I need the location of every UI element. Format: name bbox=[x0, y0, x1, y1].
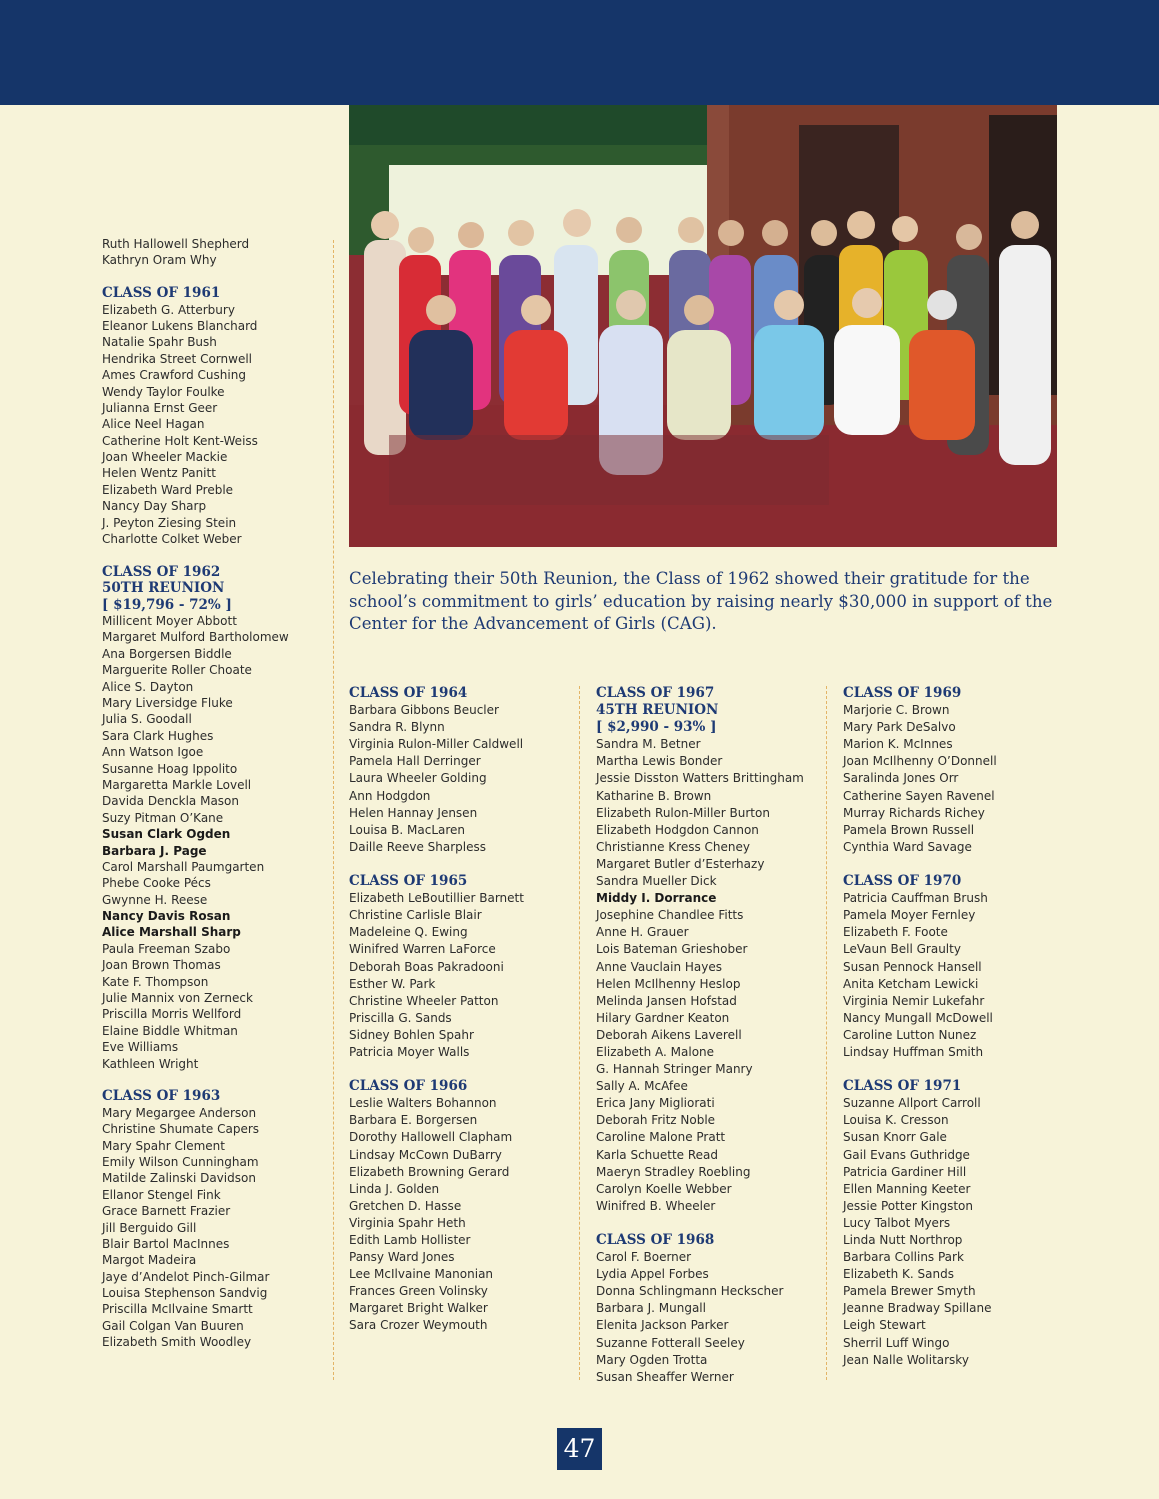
donor-name: Caroline Lutton Nunez bbox=[843, 1027, 977, 1042]
donor-name: Kate F. Thompson bbox=[102, 974, 209, 989]
donor-name: Catherine Holt Kent-Weiss bbox=[102, 433, 258, 448]
donor-name: Lois Bateman Grieshober bbox=[596, 942, 748, 957]
donor-name: Gwynne H. Reese bbox=[102, 892, 208, 907]
header-band bbox=[0, 0, 1159, 105]
donor-name: Jessie Potter Kingston bbox=[843, 1198, 973, 1213]
donor-name: Dorothy Hallowell Clapham bbox=[349, 1130, 513, 1145]
donor-name: Barbara J. Mungall bbox=[596, 1301, 706, 1316]
donor-name: Carol Marshall Paumgarten bbox=[102, 859, 265, 874]
donor-name: Julie Mannix von Zerneck bbox=[102, 991, 253, 1006]
donor-name: Patricia Cauffman Brush bbox=[843, 891, 988, 906]
column-divider bbox=[333, 240, 334, 1380]
donor-name: Alice Marshall Sharp bbox=[102, 925, 241, 940]
donor-name: LeVaun Bell Graulty bbox=[843, 942, 961, 957]
donor-name: Alice S. Dayton bbox=[102, 679, 194, 694]
donor-name: Maeryn Stradley Roebling bbox=[596, 1164, 751, 1179]
donor-name: Elizabeth Smith Woodley bbox=[102, 1335, 252, 1350]
donor-name: Josephine Chandlee Fitts bbox=[596, 908, 744, 923]
donor-name: Esther W. Park bbox=[349, 976, 436, 991]
donor-name: Virginia Rulon-Miller Caldwell bbox=[349, 737, 524, 752]
donor-name: Alice Neel Hagan bbox=[102, 417, 205, 432]
donor-name: Christine Wheeler Patton bbox=[349, 993, 499, 1008]
donor-name: Lee McIlvaine Manonian bbox=[349, 1267, 494, 1282]
donor-name: Edith Lamb Hollister bbox=[349, 1233, 471, 1247]
donor-name: Hilary Gardner Keaton bbox=[596, 1010, 730, 1025]
donor-name: Sidney Bohlen Spahr bbox=[349, 1027, 474, 1042]
section-spacer bbox=[102, 269, 327, 285]
donor-column-2 bbox=[349, 685, 574, 1335]
donor-name: Carol F. Boerner bbox=[596, 1250, 692, 1265]
donor-name: Ana Borgersen Biddle bbox=[102, 646, 232, 661]
donor-column-3 bbox=[596, 685, 821, 1386]
donor-name: Marion K. McInnes bbox=[843, 737, 953, 752]
donor-name: Margaret Bright Walker bbox=[349, 1301, 488, 1316]
donor-name: Kathleen Wright bbox=[102, 1056, 199, 1071]
donor-name: Elaine Biddle Whitman bbox=[102, 1023, 238, 1038]
donor-name: Ann Hodgdon bbox=[349, 788, 431, 803]
donor-name: Elizabeth G. Atterbury bbox=[102, 302, 235, 317]
donor-name: Sandra M. Betner bbox=[596, 737, 701, 752]
donor-name: Murray Richards Richey bbox=[843, 805, 985, 820]
donor-name: Suzanne Fotterall Seeley bbox=[596, 1335, 745, 1350]
donor-name: Mary Spahr Clement bbox=[102, 1138, 225, 1153]
donor-name: Suzanne Allport Carroll bbox=[843, 1096, 981, 1111]
donor-name: Melinda Jansen Hofstad bbox=[596, 993, 737, 1008]
donor-name: J. Peyton Ziesing Stein bbox=[102, 515, 237, 530]
donor-name: Sara Crozer Weymouth bbox=[349, 1318, 488, 1333]
donor-name: Barbara J. Page bbox=[102, 843, 207, 858]
donor-name: Pansy Ward Jones bbox=[349, 1250, 455, 1265]
donor-name: Margaretta Markle Lovell bbox=[102, 777, 252, 792]
section-spacer bbox=[843, 1061, 1068, 1078]
donor-name: Helen McIlhenny Heslop bbox=[596, 976, 741, 991]
donor-name: Ruth Hallowell Shepherd bbox=[102, 237, 250, 251]
donor-name: Jill Berguido Gill bbox=[102, 1220, 197, 1235]
donor-column-1 bbox=[102, 236, 327, 1351]
donor-name: Christianne Kress Cheney bbox=[596, 839, 751, 854]
donor-name: Margaret Mulford Bartholomew bbox=[102, 630, 289, 645]
section-spacer bbox=[102, 547, 327, 563]
donor-name: Helen Hannay Jensen bbox=[349, 805, 478, 820]
class-heading: CLASS OF 1968 bbox=[596, 1232, 715, 1248]
donor-name: Gail Evans Guthridge bbox=[843, 1147, 970, 1162]
donor-name: Deborah Aikens Laverell bbox=[596, 1027, 742, 1042]
column-divider bbox=[826, 686, 827, 1380]
donor-name: Leslie Walters Bohannon bbox=[349, 1096, 497, 1111]
page-number: 47 bbox=[557, 1428, 602, 1470]
donor-name: Saralinda Jones Orr bbox=[843, 771, 959, 786]
donor-name: Anita Ketcham Lewicki bbox=[843, 976, 979, 991]
donor-name: Virginia Spahr Heth bbox=[349, 1215, 466, 1230]
donor-name: Marjorie C. Brown bbox=[843, 703, 950, 718]
donor-name: Pamela Brown Russell bbox=[843, 822, 975, 837]
donor-name: Ames Crawford Cushing bbox=[102, 368, 246, 383]
donor-name: Sherril Luff Wingo bbox=[843, 1335, 950, 1350]
donor-name: Elizabeth Hodgdon Cannon bbox=[596, 822, 759, 837]
donor-name: Susan Clark Ogden bbox=[102, 827, 231, 842]
donor-name: Lindsay McCown DuBarry bbox=[349, 1147, 502, 1162]
donor-name: Blair Bartol MacInnes bbox=[102, 1236, 230, 1251]
donor-name: Frances Green Volinsky bbox=[349, 1284, 488, 1299]
donor-name: Jaye d’Andelot Pinch-Gilmar bbox=[102, 1269, 270, 1284]
donor-name: Suzy Pitman O’Kane bbox=[102, 810, 224, 825]
section-spacer bbox=[349, 1061, 574, 1078]
donor-name: Barbara Gibbons Beucler bbox=[349, 703, 499, 718]
donor-name: Christine Carlisle Blair bbox=[349, 908, 482, 923]
donor-name: Lucy Talbot Myers bbox=[843, 1215, 951, 1230]
class-heading: CLASS OF 1967 bbox=[596, 685, 715, 701]
donor-name: Mary Megargee Anderson bbox=[102, 1105, 257, 1120]
donor-name: Marguerite Roller Choate bbox=[102, 663, 252, 678]
donor-name: Ellanor Stengel Fink bbox=[102, 1187, 221, 1202]
donor-name: Elizabeth LeBoutillier Barnett bbox=[349, 891, 524, 906]
donor-column-4 bbox=[843, 685, 1068, 1369]
donor-name: Pamela Hall Derringer bbox=[349, 754, 481, 769]
donor-name: Louisa K. Cresson bbox=[843, 1113, 949, 1128]
donor-name: Susan Pennock Hansell bbox=[843, 959, 982, 974]
donor-name: Louisa Stephenson Sandvig bbox=[102, 1286, 268, 1301]
donor-name: Louisa B. MacLaren bbox=[349, 822, 466, 837]
column-divider bbox=[579, 686, 580, 1380]
section-spacer bbox=[349, 856, 574, 873]
donor-name: Linda Nutt Northrop bbox=[843, 1233, 963, 1247]
donor-name: Natalie Spahr Bush bbox=[102, 335, 217, 350]
donor-name: Pamela Brewer Smyth bbox=[843, 1284, 976, 1299]
donor-name: Matilde Zalinski Davidson bbox=[102, 1171, 256, 1186]
donor-name: Elizabeth K. Sands bbox=[843, 1267, 954, 1282]
class-heading: CLASS OF 1965 bbox=[349, 873, 468, 890]
donor-name: Patricia Gardiner Hill bbox=[843, 1164, 967, 1179]
donor-name: Gretchen D. Hasse bbox=[349, 1198, 462, 1213]
photo-caption: Celebrating their 50th Reunion, the Class of 1962 showed their gratitude for the school’s commitment to girls’ education by raising nearly $30,000 in support of the Center for the Advancement of Girls (CAG). bbox=[349, 569, 1053, 634]
class-heading: CLASS OF 1962 bbox=[102, 563, 221, 580]
donor-name: Barbara E. Borgersen bbox=[349, 1113, 478, 1128]
donor-name: Joan Brown Thomas bbox=[102, 958, 221, 973]
donor-name: Katharine B. Brown bbox=[596, 788, 712, 803]
donor-name: Laura Wheeler Golding bbox=[349, 771, 487, 786]
donor-name: Middy I. Dorrance bbox=[596, 891, 717, 906]
donor-name: Mary Ogden Trotta bbox=[596, 1352, 708, 1367]
donor-name: Anne Vauclain Hayes bbox=[596, 959, 723, 974]
donor-name: Elizabeth Ward Preble bbox=[102, 482, 234, 497]
donor-name: Gail Colgan Van Buuren bbox=[102, 1318, 244, 1333]
donor-name: Elenita Jackson Parker bbox=[596, 1318, 729, 1333]
donor-name: Margaret Butler d’Esterhazy bbox=[596, 856, 765, 871]
donor-name: Emily Wilson Cunningham bbox=[102, 1154, 259, 1169]
donor-name: Julianna Ernst Geer bbox=[102, 400, 218, 415]
donor-name: Hendrika Street Cornwell bbox=[102, 351, 252, 366]
donor-name: Winifred B. Wheeler bbox=[596, 1198, 716, 1213]
class-heading: CLASS OF 1970 bbox=[843, 873, 962, 890]
donor-name: Grace Barnett Frazier bbox=[102, 1204, 231, 1219]
donor-name: Eve Williams bbox=[102, 1040, 179, 1055]
donor-name: Donna Schlingmann Heckscher bbox=[596, 1284, 784, 1299]
donor-name: Susanne Hoag Ippolito bbox=[102, 761, 238, 776]
donor-name: Jean Nalle Wolitarsky bbox=[843, 1352, 969, 1367]
donor-name: Elizabeth Browning Gerard bbox=[349, 1164, 510, 1179]
donor-name: Kathryn Oram Why bbox=[102, 253, 217, 268]
donor-name: Eleanor Lukens Blanchard bbox=[102, 318, 258, 333]
donor-name: Jeanne Bradway Spillane bbox=[843, 1301, 992, 1316]
donor-name: Deborah Fritz Noble bbox=[596, 1113, 716, 1128]
donor-name: Susan Knorr Gale bbox=[843, 1130, 947, 1145]
donor-name: Linda J. Golden bbox=[349, 1181, 440, 1196]
donor-name: Joan McIlhenny O’Donnell bbox=[843, 754, 997, 769]
donor-name: Lindsay Huffman Smith bbox=[843, 1044, 984, 1059]
donor-name: Patricia Moyer Walls bbox=[349, 1044, 470, 1059]
donor-name: Sandra R. Blynn bbox=[349, 720, 445, 735]
donor-name: Carolyn Koelle Webber bbox=[596, 1181, 732, 1196]
donor-name: Helen Wentz Panitt bbox=[102, 466, 216, 481]
class-heading: 50TH REUNION bbox=[102, 580, 225, 597]
donor-name: Millicent Moyer Abbott bbox=[102, 614, 237, 629]
donor-name: Jessie Disston Watters Brittingham bbox=[596, 771, 804, 786]
donor-name: Elizabeth A. Malone bbox=[596, 1044, 715, 1059]
class-heading: 45TH REUNION bbox=[596, 702, 719, 719]
section-spacer bbox=[596, 1215, 821, 1232]
donor-name: Priscilla Morris Wellford bbox=[102, 1007, 242, 1022]
class-heading: [ $2,990 - 93% ] bbox=[596, 719, 717, 736]
donor-name: Paula Freeman Szabo bbox=[102, 941, 231, 956]
section-spacer bbox=[843, 856, 1068, 873]
donor-name: Nancy Davis Rosan bbox=[102, 909, 231, 924]
donor-name: Erica Jany Migliorati bbox=[596, 1096, 715, 1111]
donor-name: Barbara Collins Park bbox=[843, 1250, 964, 1265]
donor-name: Davida Denckla Mason bbox=[102, 794, 239, 809]
donor-name: Charlotte Colket Weber bbox=[102, 532, 242, 547]
donor-name: Karla Schuette Read bbox=[596, 1147, 719, 1162]
donor-name: Ellen Manning Keeter bbox=[843, 1181, 971, 1196]
donor-name: Sara Clark Hughes bbox=[102, 728, 214, 743]
donor-name: Anne H. Grauer bbox=[596, 925, 689, 940]
donor-name: Winifred Warren LaForce bbox=[349, 942, 496, 957]
class-heading: CLASS OF 1961 bbox=[102, 285, 221, 302]
donor-name: Sandra Mueller Dick bbox=[596, 874, 717, 889]
donor-name: Mary Park DeSalvo bbox=[843, 720, 956, 735]
donor-name: Mary Liversidge Fluke bbox=[102, 696, 233, 710]
donor-name: Martha Lewis Bonder bbox=[596, 754, 723, 769]
section-spacer bbox=[102, 1072, 327, 1088]
donor-name: Christine Shumate Capers bbox=[102, 1122, 260, 1137]
donor-name: Nancy Day Sharp bbox=[102, 499, 207, 514]
donor-name: Ann Watson Igoe bbox=[102, 745, 204, 760]
donor-name: Deborah Boas Pakradooni bbox=[349, 959, 504, 974]
donor-name: G. Hannah Stringer Manry bbox=[596, 1062, 753, 1077]
donor-name: Leigh Stewart bbox=[843, 1318, 926, 1333]
class-heading: [ $19,796 - 72% ] bbox=[102, 596, 232, 613]
donor-name: Sally A. McAfee bbox=[596, 1079, 688, 1094]
donor-name: Phebe Cooke Pécs bbox=[102, 876, 211, 891]
donor-name: Joan Wheeler Mackie bbox=[102, 450, 228, 465]
class-heading: CLASS OF 1971 bbox=[843, 1078, 962, 1095]
donor-name: Julia S. Goodall bbox=[102, 712, 192, 727]
donor-name: Margot Madeira bbox=[102, 1253, 197, 1268]
class-heading: CLASS OF 1969 bbox=[843, 685, 962, 701]
donor-name: Elizabeth F. Foote bbox=[843, 925, 948, 940]
donor-name: Elizabeth Rulon-Miller Burton bbox=[596, 805, 770, 820]
donor-name: Priscilla McIlvaine Smartt bbox=[102, 1302, 253, 1317]
class-heading: CLASS OF 1964 bbox=[349, 685, 468, 701]
donor-name: Cynthia Ward Savage bbox=[843, 839, 972, 854]
donor-name: Lydia Appel Forbes bbox=[596, 1267, 709, 1282]
donor-name: Susan Sheaffer Werner bbox=[596, 1369, 734, 1384]
class-heading: CLASS OF 1966 bbox=[349, 1078, 468, 1095]
class-heading: CLASS OF 1963 bbox=[102, 1088, 221, 1105]
donor-name: Catherine Sayen Ravenel bbox=[843, 788, 995, 803]
donor-name: Daille Reeve Sharpless bbox=[349, 839, 487, 854]
donor-name: Wendy Taylor Foulke bbox=[102, 384, 225, 399]
donor-name: Caroline Malone Pratt bbox=[596, 1130, 726, 1145]
donor-name: Priscilla G. Sands bbox=[349, 1010, 452, 1025]
donor-name: Nancy Mungall McDowell bbox=[843, 1010, 993, 1025]
donor-name: Madeleine Q. Ewing bbox=[349, 925, 468, 940]
donor-name: Pamela Moyer Fernley bbox=[843, 908, 976, 923]
donor-name: Virginia Nemir Lukefahr bbox=[843, 993, 985, 1008]
reunion-group-photo bbox=[349, 105, 1057, 547]
